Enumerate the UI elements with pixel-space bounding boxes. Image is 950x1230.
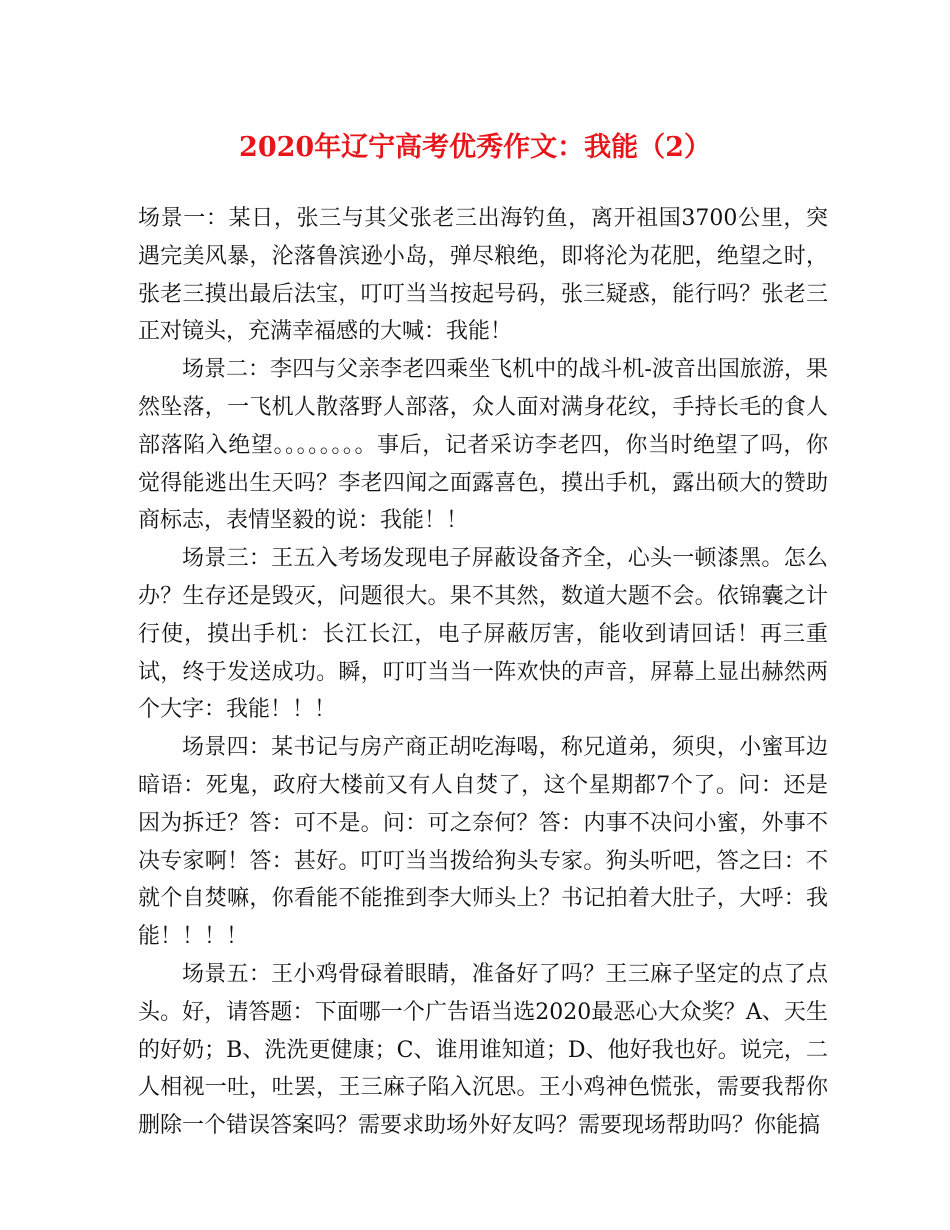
paragraph-scene-4: 场景四：某书记与房产商正胡吃海喝，称兄道弟，须臾，小蜜耳边暗语：死鬼，政府大楼前又有人自焚了，这个星期都7个了。问：还是因为拆迁？答：可不是。问：可之奈何？答：内事不决问小蜜，外事不决专家啊！答：甚好。叮叮当当拨给狗头专家。狗头听吧，答之曰：不就个自焚嘛，你看能不能推到李大师头上？书记拍着大肚子，大呼：我能！！！！	[138, 735, 828, 950]
paragraph-scene-5: 场景五：王小鸡骨碌着眼睛，准备好了吗？王三麻子坚定的点了点头。好，请答题：下面哪一个广告语当选2020最恶心大众奖？A、天生的好奶；B、洗洗更健康；C、谁用谁知道；D、他好我也好。说完，二人相视一吐，吐罢，王三麻子陷入沉思。王小鸡神色慌张，需要我帮你删除一个错误答案吗？需要求助场外好友吗？需要现场帮助吗？你能搞	[138, 961, 828, 1139]
paragraph-scene-3: 场景三：王五入考场发现电子屏蔽设备齐全，心头一顿漆黑。怎么办？生存还是毁灭，问题很大。果不其然，数道大题不会。依锦囊之计行使，摸出手机：长江长江，电子屏蔽厉害，能收到请回话！再三重试，终于发送成功。瞬，叮叮当当一阵欢快的声音，屏幕上显出赫然两个大字：我能！！！	[138, 546, 828, 723]
document-title: 2020年辽宁高考优秀作文：我能（2）	[239, 132, 711, 163]
document-body	[138, 200, 828, 1145]
paragraph-scene-2: 场景二：李四与父亲李老四乘坐飞机中的战斗机-波音出国旅游，果然坠落，一飞机人散落野人部落，众人面对满身花纹，手持长毛的食人部落陷入绝望。。。。。。。。事后，记者采访李老四，你当时绝望了吗，你觉得能逃出生天吗？李老四闻之面露喜色，摸出手机，露出硕大的赞助商标志，表情坚毅的说：我能！！	[138, 357, 828, 534]
paragraph-scene-1: 场景一：某日，张三与其父张老三出海钓鱼，离开祖国3700公里，突遇完美风暴，沦落鲁滨逊小岛，弹尽粮绝，即将沦为花肥，绝望之时，张老三摸出最后法宝，叮叮当当按起号码，张三疑惑，能行吗？张老三正对镜头，充满幸福感的大喊：我能！	[138, 206, 828, 345]
